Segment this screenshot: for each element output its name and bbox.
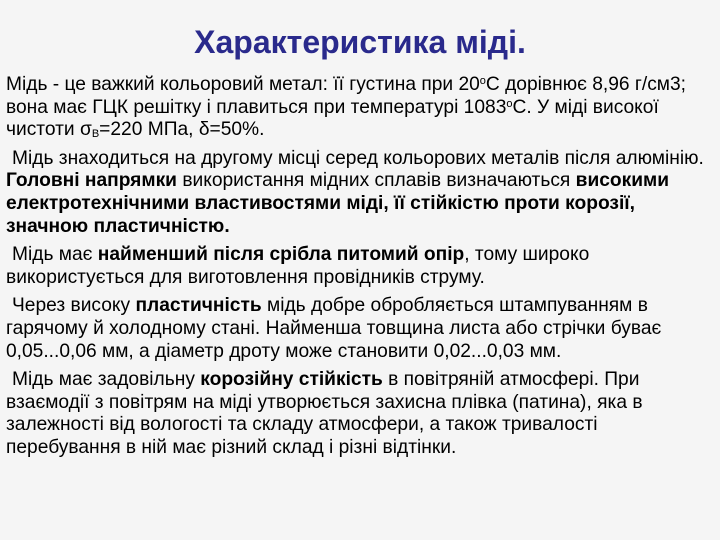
- paragraph-plasticity: [6, 295, 712, 363]
- paragraph-resistivity: [6, 244, 712, 289]
- text-run: Через високу: [12, 295, 136, 317]
- text-run: Мідь має: [12, 244, 98, 266]
- text-run: в повітряній атмосфері. При взаємодії з повітрям на міді утворюється захисна плівка (патина), яка в залежності від вологості та складу атмосфери, а також тривалості перебування в ній має різний склад і різні відтінки.: [6, 369, 643, 458]
- text-run: , тому широко використується для виготовлення провідників струму.: [6, 244, 590, 288]
- text-run: Мідь - це важкий кольоровий метал: її густина при 20: [6, 74, 480, 95]
- text-run: використання мідних сплавів визначаються: [176, 170, 576, 192]
- bold-run: високими електротехнічними властивостями міді, її стійкістю проти корозії, значною пластичністю.: [6, 170, 670, 237]
- degree-mark: о: [506, 97, 513, 110]
- text-run: С. У міді високої чистоти σ: [6, 96, 659, 141]
- bold-run: Головні напрямки: [6, 170, 177, 192]
- subscript: В: [91, 128, 100, 141]
- text-run: мідь добре обробляється штампуванням в гарячому й холодному стані. Найменша товщина листа або стрічки буває 0,05...0,06 мм, а діаметр дроту може становити 0,02...0,03 мм.: [6, 295, 662, 362]
- paragraph-applications: [6, 148, 712, 238]
- bold-run: найменший після срібла питомий опір: [97, 244, 465, 266]
- degree-mark: о: [479, 75, 486, 87]
- paragraph-corrosion: [6, 369, 712, 459]
- text-run: Мідь має задовільну: [12, 369, 201, 391]
- bold-run: корозійну стійкість: [200, 369, 383, 391]
- bold-run: пластичність: [135, 295, 262, 317]
- slide-title: Характеристика міді.: [194, 24, 526, 60]
- slide-body: [6, 74, 712, 466]
- text-run: =220 МПа, δ=50%.: [99, 119, 265, 141]
- text-run: Мідь знаходиться на другому місці серед кольорових металів після алюмінію.: [12, 147, 704, 169]
- text-run: С дорівнює 8,96 г/см3; вона має ГЦК решітку і плавиться при температурі 1083: [6, 74, 687, 118]
- paragraph-density: [6, 74, 712, 142]
